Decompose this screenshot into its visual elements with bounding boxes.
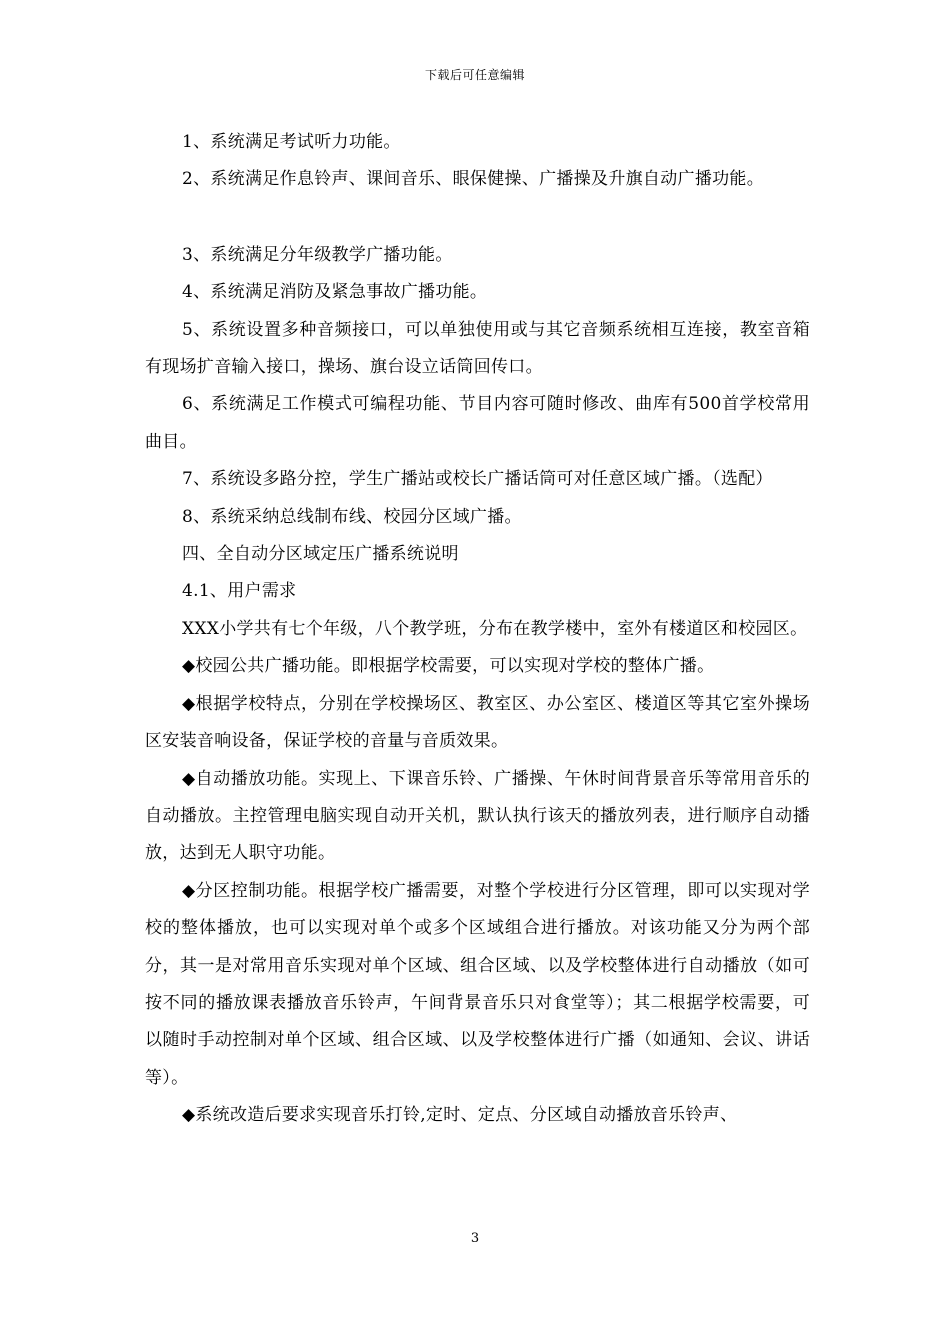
paragraph: 7、系统设多路分控，学生广播站或校长广播话筒可对任意区域广播。（选配）: [182, 469, 773, 490]
paragraph: 6、系统满足工作模式可编程功能、节目内容可随时修改、曲库有500首学校常用曲目。: [145, 394, 810, 452]
bullet-item: ◆根据学校特点，分别在学校操场区、教室区、办公室区、楼道区等其它室外操场区安装音响设备，保证学校的音量与音质效果。: [145, 693, 810, 752]
bullet-item: ◆系统改造后要求实现音乐打铃,定时、定点、分区域自动播放音乐铃声、: [182, 1105, 738, 1126]
page-number: 3: [470, 1231, 480, 1246]
bullet-item: ◆分区控制功能。根据学校广播需要，对整个学校进行分区管理，即可以实现对学校的整体播放，也可以实现对单个或多个区域组合进行播放。对该功能又分为两个部分，其一是对常用音乐实现对单个区域、组合区域、以及学校整体进行自动播放（如可按不同的播放课表播放音乐铃声，午间背景音乐只对食堂等）；其二根据学校需要，可以随时手动控制对单个区域、组合区域、以及学校整体进行广播（如通知、会议、讲话等）。: [145, 880, 810, 1088]
body-text: [145, 124, 810, 1135]
paragraph: 4、系统满足消防及紧急事故广播功能。: [182, 282, 488, 303]
subsection-heading: 4.1、用户需求: [182, 581, 297, 602]
paragraph: 8、系统采纳总线制布线、校园分区域广播。: [182, 506, 522, 527]
paragraph: 1、系统满足考试听力功能。: [182, 132, 401, 152]
bullet-item: ◆自动播放功能。实现上、下课音乐铃、广播操、午休时间背景音乐等常用音乐的自动播放。主控管理电脑实现自动开关机，默认执行该天的播放列表，进行顺序自动播放，达到无人职守功能。: [145, 768, 810, 864]
paragraph: XXX小学共有七个年级，八个教学班，分布在教学楼中，室外有楼道区和校园区。: [182, 618, 808, 639]
section-heading: 四、全自动分区域定压广播系统说明: [182, 544, 459, 565]
page-header: 下载后可任意编辑: [424, 68, 525, 82]
paragraph: 2、系统满足作息铃声、课间音乐、眼保健操、广播操及升旗自动广播功能。: [182, 169, 765, 190]
bullet-item: ◆校园公共广播功能。即根据学校需要，可以实现对学校的整体广播。: [182, 656, 715, 677]
paragraph: 3、系统满足分年级教学广播功能。: [182, 244, 453, 265]
paragraph: 5、系统设置多种音频接口，可以单独使用或与其它音频系统相互连接，教室音箱有现场扩音输入接口，操场、旗台设立话筒回传口。: [145, 319, 810, 378]
